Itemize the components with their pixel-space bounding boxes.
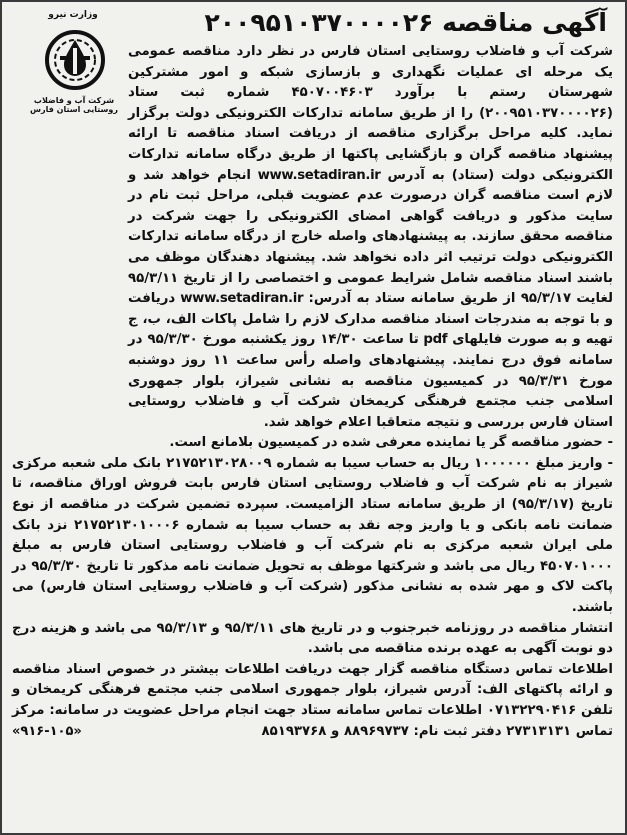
paragraph-main: شرکت آب و فاضلاب روستایی استان فارس در نظر دارد مناقصه عمومی یک مرحله ای عملیات نگهداری و بازسازی شبکه و امور مشترکین شهرستان رستم با برآورد ۴۵۰۷۰۰۴۶۰۳ شماره ثبت ستاد (۲۰۰۹۵۱۰۳۷۰۰۰۰۲۶) را از طریق سامانه تدارکات الکترونیکی دولت برگزار نماید. کلیه مراحل برگزاری مناقصه از دریافت اسناد مناقصه تا ارائه پیشنهاد مناقصه گران و بازگشایی پاکتها از طریق درگاه سامانه تدارکات الکترونیکی دولت (ستاد) به آدرس www.setadiran.ir انجام خواهد شد و لازم است مناقصه گران درصورت عدم عضویت قبلی، مراحل ثبت نام در سایت مذکور و دریافت گواهی امضای الکترونیکی را جهت شرکت در مناقصه محقق سازند. به پیشنهادهای واصله خارج از درگاه سامانه تدارکات الکترونیکی دولت ترتیب اثر داده نخواهد شد. پیشنهاد دهندگان موظف می باشند اسناد مناقصه شامل شرایط عمومی و اختصاصی را از تاریخ ۹۵/۳/۱۱ لغایت ۹۵/۳/۱۷ از طریق سامانه ستاد به آدرس: www.setadiran.ir دریافت و با توجه به مندرجات اسناد مناقصه مدارک لازم را شامل پاکات الف، ب، ج تهیه و به صورت فایلهای pdf تا ساعت ۱۴/۳۰ روز یکشنبه مورخ ۹۵/۳/۳۰ در سامانه فوق درج نمایند. پیشنهادهای واصله رأس ساعت ۱۱ روز دوشنبه مورخ ۹۵/۳/۳۱ در کمیسیون مناقصه به نشانی شیراز، بلوار جمهوری اسلامی جنب مجتمع فرهنگی کریمخان شرکت آب و فاضلاب روستایی استان فارس بررسی و نتیجه متعاقبا اعلام خواهد شد.	[128, 44, 613, 430]
paragraph-deposit: - واریز مبلغ ۱۰۰۰۰۰۰ ریال به حساب سیبا به شماره ۲۱۷۵۲۱۳۰۲۸۰۰۹ بانک ملی شعبه مرکزی شیراز به نام شرکت آب و فاضلاب روستایی استان فارس بابت فروش اوراق مناقصه، تا تاریخ (۹۵/۳/۱۷) از طریق سامانه ستاد الزامیست. سپرده تضمین شرکت در مناقصه از نوع ضمانت نامه بانکی و یا واریز وجه نقد به حساب سیبا به شماره ۲۱۷۵۲۱۳۰۱۰۰۰۶ نزد بانک ملی ایران شعبه مرکزی به نام شرکت آب و فاضلاب روستایی استان فارس به مبلغ ۴۵۰۷۰۱۰۰۰ ریال می باشد و شرکتها موظف به تحویل ضمانت نامه مذکور تا تاریخ ۹۵/۳/۳۰ در پاکت لاک و مهر شده به نشانی مذکور (شرکت آب و فاضلاب روستایی استان فارس) می باشند.	[12, 455, 614, 616]
logo-ministry-text: وزارت نیرو	[48, 10, 98, 20]
announcement-body	[12, 42, 613, 823]
intro-paragraph-wrap	[128, 42, 613, 433]
page-title: آگهی مناقصه ۲۰۰۹۵۱۰۳۷۰۰۰۰۲۶	[204, 8, 607, 37]
paragraph-publication: انتشار مناقصه در روزنامه خبرجنوب و در تاریخ های ۹۵/۳/۱۱ و ۹۵/۳/۱۳ می باشد و هزینه درج دو نوبت آگهی به عهده برنده مناقصه می باشد.	[12, 620, 613, 657]
logo-company-text: شرکت آب و فاضلاب روستایی استان فارس	[30, 96, 118, 114]
ad-code: «۹۱۶-۱۰۵»	[12, 724, 82, 740]
paragraph-contact: اطلاعات تماس دستگاه مناقصه گزار جهت دریافت اطلاعات بیشتر در خصوص اسناد مناقصه و ارائه پاکتهای الف: آدرس شیراز، بلوار جمهوری اسلامی جنب مجتمع فرهنگی کریمخان و تلفن ۰۷۱۳۲۲۹۰۴۱۶ اطلاعات تماس سامانه ستاد جهت انجام مراحل عضویت در سامانه: مرکز تماس ۲۷۳۱۳۱۳۱ دفتر ثبت نام: ۸۸۹۶۹۷۳۷ و ۸۵۱۹۳۷۶۸	[12, 661, 613, 739]
paragraph-attendance: - حضور مناقصه گر یا نماینده معرفی شده در کمیسیون بلامانع است.	[169, 435, 613, 451]
